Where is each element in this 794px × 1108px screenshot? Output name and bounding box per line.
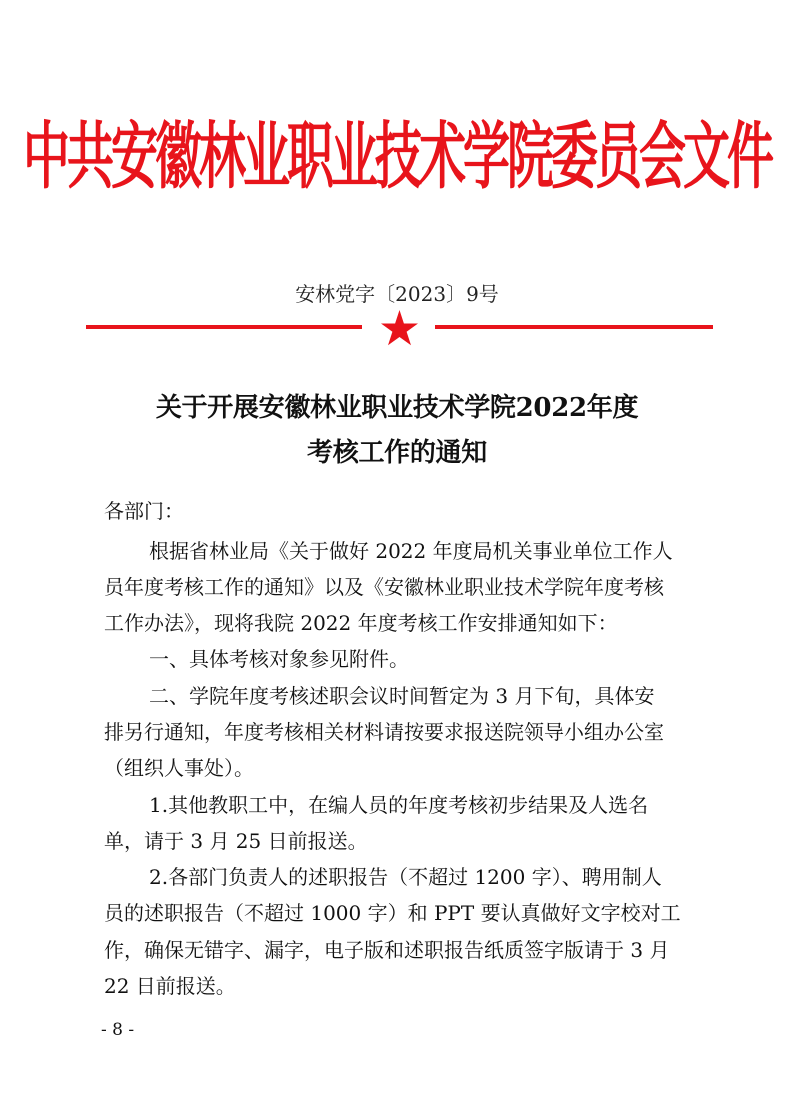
body-line: 单，请于 3 月 25 日前报送。 — [104, 829, 368, 853]
body-line: 工作办法》，现将我院 2022 年度考核工作安排通知如下： — [104, 611, 618, 635]
divider-line-left — [86, 325, 362, 329]
document-number: 安林党字〔2023〕9号 — [295, 282, 499, 306]
notice-title-line-2: 考核工作的通知 — [307, 438, 487, 468]
divider-line-right — [435, 325, 713, 329]
document-header-title: 中共安徽林业职业技术学院委员会文件 — [23, 114, 771, 200]
page-number: - 8 - — [101, 1020, 135, 1040]
body-line: 一、具体考核对象参见附件。 — [149, 647, 409, 671]
star-icon — [381, 310, 418, 345]
body-line: 作，确保无错字、漏字，电子版和述职报告纸质签字版请于 3 月 — [104, 938, 670, 962]
body-line: 员年度考核工作的通知》以及《安徽林业职业技术学院年度考核 — [104, 575, 664, 599]
body-line: 22 日前报送。 — [104, 974, 236, 998]
salutation: 各部门： — [104, 499, 184, 523]
body-line: 二、学院年度考核述职会议时间暂定为 3 月下旬，具体安 — [149, 684, 655, 708]
body-line: 根据省林业局《关于做好 2022 年度局机关事业单位工作人 — [149, 539, 673, 563]
body-line: 员的述职报告（不超过 1000 字）和 PPT 要认真做好文字校对工 — [104, 901, 681, 925]
body-line: 2.各部门负责人的述职报告（不超过 1200 字）、聘用制人 — [149, 865, 662, 889]
body-line: （组织人事处）。 — [104, 756, 254, 780]
notice-title-line-1: 关于开展安徽林业职业技术学院2022年度 — [155, 393, 639, 423]
body-line: 1.其他教职工中，在编人员的年度考核初步结果及人选名 — [149, 793, 649, 817]
red-divider-graphic — [86, 308, 713, 348]
body-line: 排另行通知，年度考核相关材料请按要求报送院领导小组办公室 — [104, 720, 664, 744]
red-divider — [86, 308, 713, 348]
